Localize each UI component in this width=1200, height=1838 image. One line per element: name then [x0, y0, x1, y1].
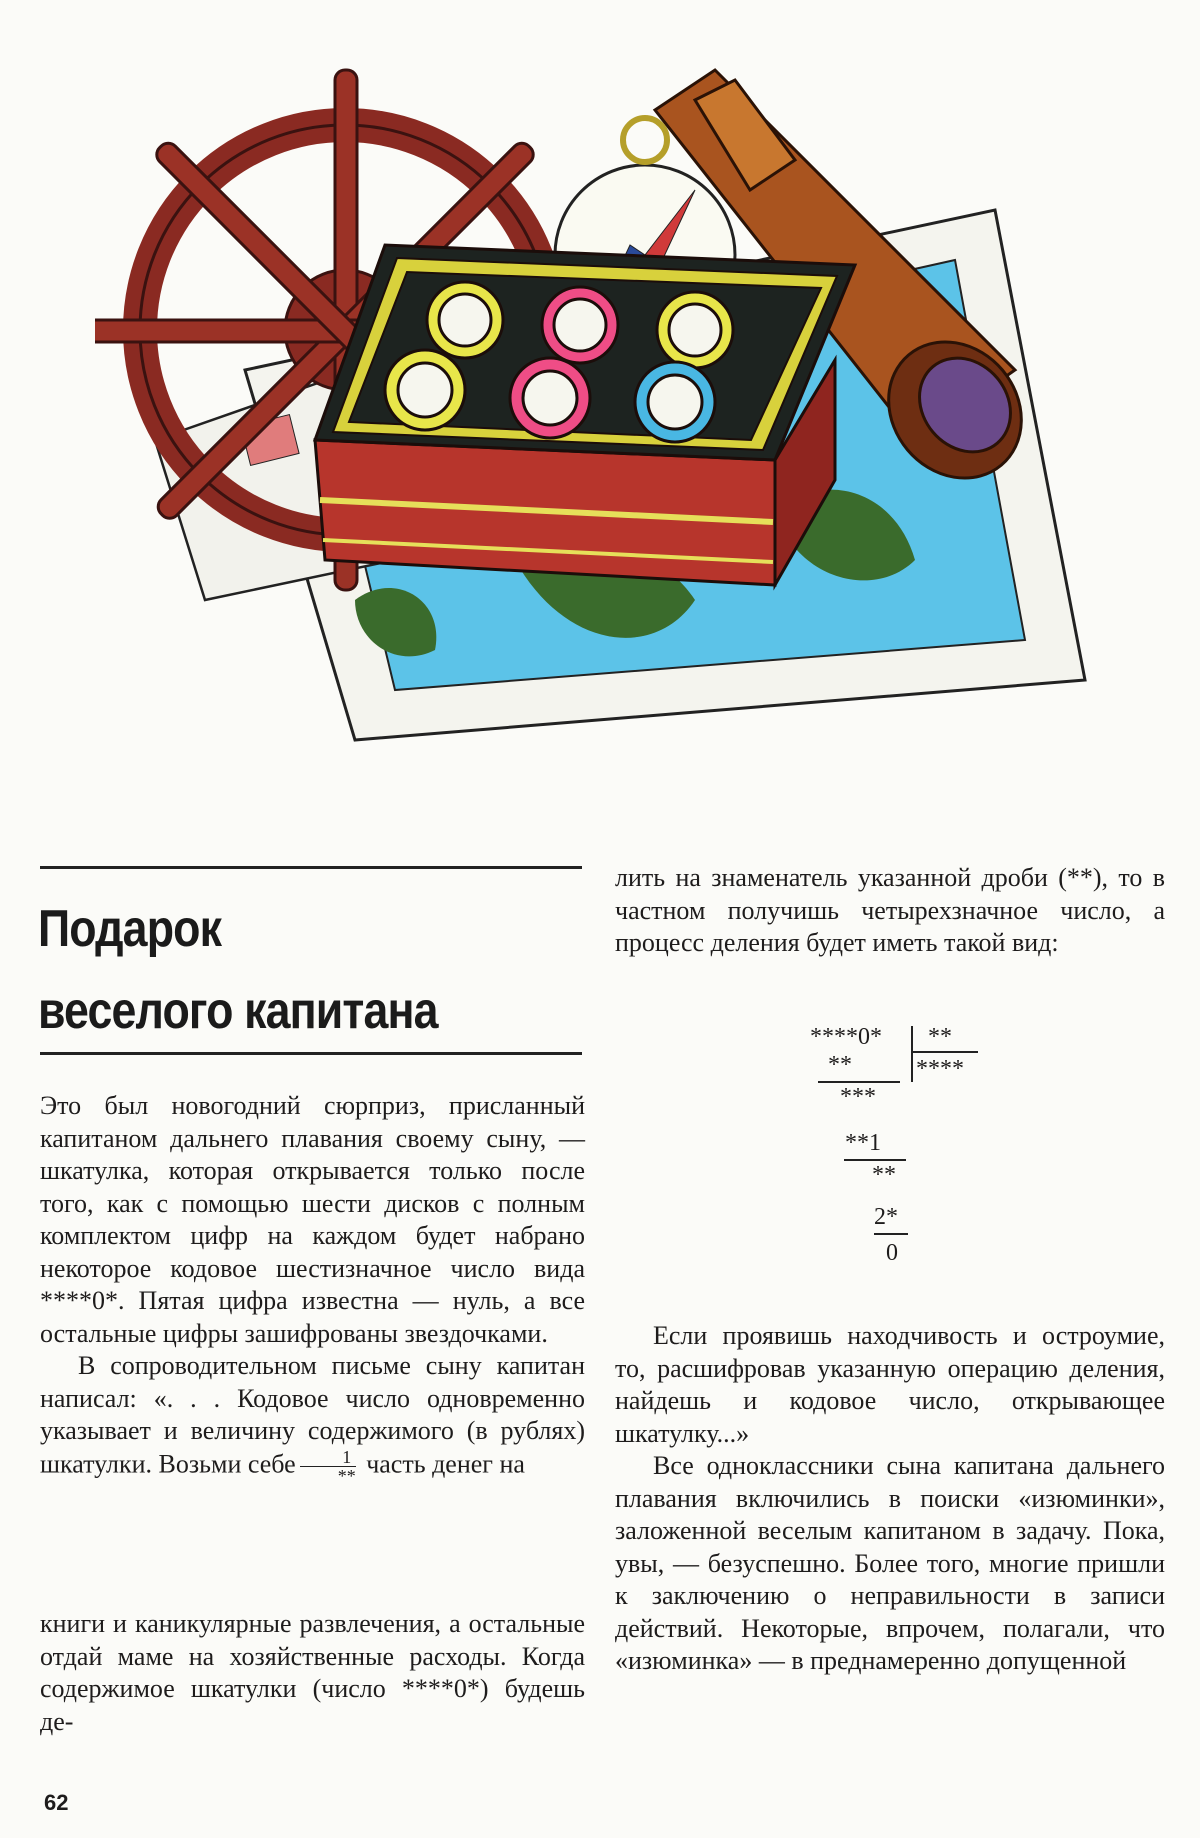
paragraph-classmates: Все одноклассники сына капитана дальнего плавания включились в поиски «изюминки», заложенной веселым капитаном в задачу. Пока, увы, — безуспешно. Более того, многие пришли к заключению о неправильности в записи действий. Некоторые, впрочем, полагали, что «изюминка» — в преднамеренно допущенной: [615, 1451, 1165, 1675]
title-top-rule: [40, 866, 582, 869]
letter-text-after: часть денег на: [366, 1448, 525, 1478]
division-step1: **: [828, 1052, 852, 1078]
fraction-numerator: 1: [300, 1448, 356, 1467]
division-divisor: **: [928, 1024, 952, 1050]
long-division: [800, 1020, 1000, 1290]
division-quotient: ****: [916, 1056, 964, 1082]
right-column-bottom: [615, 1320, 1165, 1678]
illustration: [95, 40, 1125, 800]
page-number: 62: [44, 1790, 69, 1815]
code-box-icon: [315, 245, 855, 585]
fraction-denominator: **: [337, 1465, 356, 1486]
title-bottom-rule: [40, 1052, 582, 1055]
division-step4: **: [872, 1162, 896, 1188]
division-step2: ***: [840, 1084, 876, 1110]
letter-text-before: В сопроводительном письме сыну капитан написал: «. . . Кодовое число одновременно указывает и величину содержимого (в рублях) шкатулки. Возьми себе: [40, 1351, 585, 1478]
title-line-2: веселого капитана: [38, 982, 438, 1040]
paragraph-intro: Это был новогодний сюрприз, присланный капитаном дальнего плавания своему сыну, — шкатулка, которая открывается только после того, как с помощью шести дисков с полным комплектом цифр на каждом будет набрано некоторое кодовое шестизначное число вида ****0*. Пятая цифра известна — нуль, а все остальные цифры зашифрованы звездочками.: [40, 1091, 585, 1348]
title-line-1: Подарок: [38, 900, 222, 958]
division-step5: 2*: [874, 1204, 898, 1230]
fraction: [300, 1448, 356, 1485]
division-remainder: 0: [886, 1240, 898, 1266]
paragraph-hint: Если проявишь находчивость и остроумие, то, расшифровав указанную операцию деления, найдешь и кодовое число, открывающее шкатулку...»: [615, 1321, 1165, 1448]
division-dividend: ****0*: [810, 1024, 882, 1050]
paragraph-letter: [40, 1350, 585, 1485]
left-column: [40, 1090, 585, 1485]
right-column: [615, 862, 1165, 960]
division-step3: **1: [845, 1130, 881, 1156]
left-column-bottom: [40, 1608, 585, 1738]
paragraph-division-intro: лить на знаменатель указанной дроби (**), то в частном получишь четырехзначное число, а процесс деления будет иметь такой вид:: [615, 863, 1165, 957]
article-title: [38, 888, 520, 1052]
paragraph-letter-cont: книги и каникулярные развлечения, а остальные отдай маме на хозяйственные расходы. Когда содержимое шкатулки (число ****0*) будешь де-: [40, 1609, 585, 1736]
